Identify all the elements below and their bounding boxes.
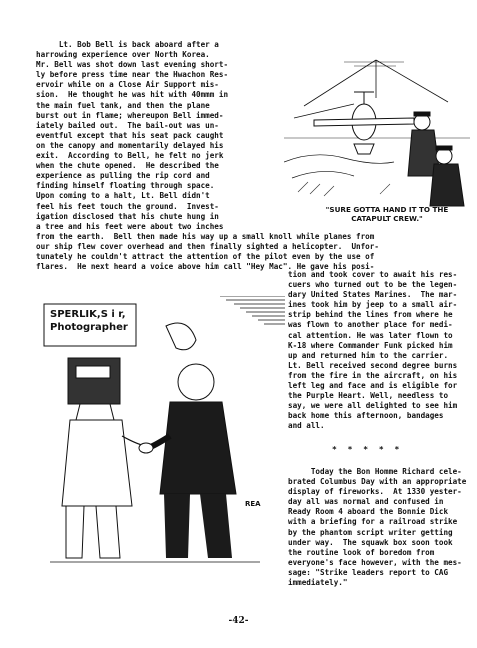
article-paragraph-1-column: tion and took cover to await his res- cuers who turned out to be the legen- dary United States Marines. The mar- ines took him by jeep to a small air- strip behind the lines from where he was flown to another place for medi- cal attention. He was later flown to K-18 where Commander Funk picked him up and returned him to the carrier. Lt. Bell received second degree burns from the fire in the aircraft, on his left leg and face and is eligible for the Purple Heart. Well, needless to say, we were all delighted to see him back home this afternoon, bandages and all. bbox=[288, 270, 458, 431]
artist-signature: REA bbox=[245, 500, 261, 508]
article-paragraph-1: Lt. Bob Bell is back aboard after a harrowing experience over North Korea. Mr. Bell was shot down last evening short- ly before press time near the Hwachon Res- ervoir while on a Close Air Support mis- sion. He thought he was hit with 40mmm in the main fuel tank, and then the plane burst out in flame; whereupon Bell immed- iately bailed out. The bail-out was un- eventful except that his seat pack caught on the canopy and momentarily delayed his exit. According to Bell, he felt no jerk when the chute opened. He described the experience as pulling the rip cord and finding himself floating through space. Upon coming to a halt, Lt. Bell didn't feel his feet touch the ground. Invest- igation disclosed that his chute hung in a tree and his feet were about two inches bbox=[36, 40, 229, 231]
caption-line-1: "SURE GOTTA HAND IT TO THE bbox=[325, 205, 449, 214]
catapult-cartoon bbox=[284, 58, 470, 208]
section-separator-stars: * * * * * bbox=[332, 445, 403, 454]
camera-label: GRAFLEX bbox=[80, 369, 106, 375]
caption-line-2: CATAPULT CREW." bbox=[351, 214, 423, 223]
article-paragraph-2: Today the Bon Homme Richard cele- brated Columbus Day with an appropriate display of fireworks. At 1330 yester- day all was normal and confused in Ready Room 4 aboard the Bonnie Dick with a briefing for a railroad strike by the phantom script writer getting under way. The squawk box soon took the routine look of boredom from everyone's face however, with the mes- sage: "Strike leaders report to CAG immediately." bbox=[288, 467, 467, 588]
sign-line-2: Photographer bbox=[50, 322, 128, 333]
page-number: -42- bbox=[228, 616, 249, 626]
photographer-sign bbox=[44, 305, 138, 345]
catapult-cartoon-caption bbox=[302, 205, 472, 223]
article-paragraph-1-wide: from the earth. Bell then made his way up a small knoll while planes from our ship flew cover overhead and then finally sighted a helicopter. Unfor- tunately he couldn't attract the attention of the pilot even by the use of flares. He next heard a voice above him call "Hey Mac". He gave his posi- bbox=[36, 232, 379, 272]
sign-line-1: SPERLIK,S i r, bbox=[50, 309, 126, 320]
